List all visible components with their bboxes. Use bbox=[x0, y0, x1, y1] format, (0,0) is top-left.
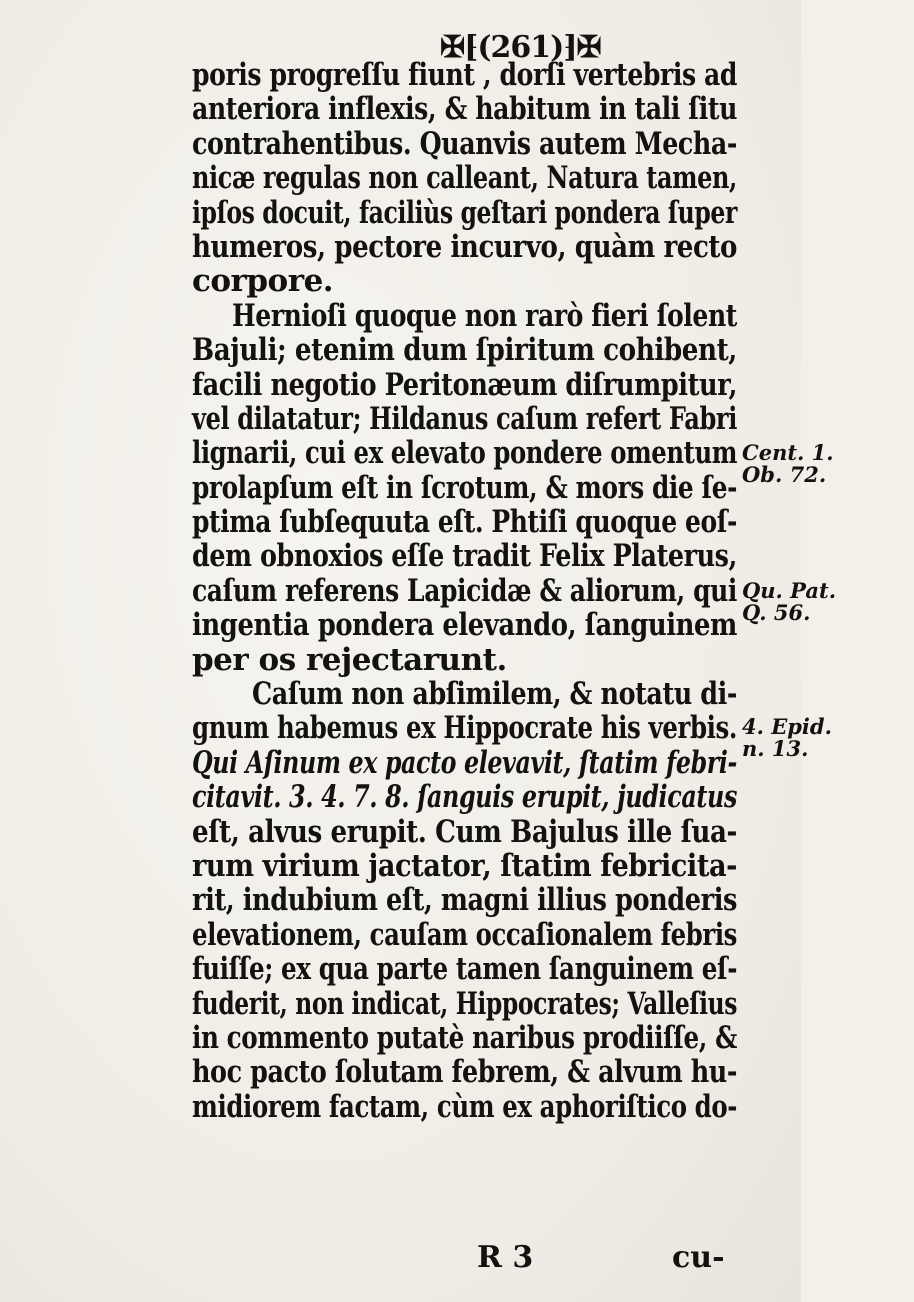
text-line: facili negotio Peritonæum diſrumpitur, bbox=[192, 366, 737, 403]
text-line: prolapſum eſt in ſcrotum, & mors die ſe- bbox=[192, 469, 737, 506]
text-line: Qui Aſinum ex pacto elevavit, ſtatim febri- bbox=[192, 744, 737, 781]
text-line: rum virium jactator, ſtatim febricita- bbox=[192, 847, 737, 884]
text-line: lignarii, cui ex elevato pondere omentum bbox=[192, 435, 737, 472]
margin-note bbox=[742, 442, 834, 486]
text-line: rit, indubium eſt, magni illius ponderis bbox=[192, 882, 737, 919]
text-line: hoc pacto ſolutam febrem, & alvum hu- bbox=[192, 1054, 737, 1091]
text-line: vel dilatatur; Hildanus caſum refert Fabri bbox=[192, 400, 737, 437]
margin-note-line: n. 13. bbox=[742, 736, 809, 761]
margin-note-line: Qu. Pat. bbox=[742, 578, 837, 603]
text-line: poris progreſſu fiunt , dorſi vertebris ad bbox=[192, 57, 737, 93]
text-line: ptima ſubſequuta eſt. Phtiſi quoque eoſ- bbox=[192, 504, 737, 541]
text-line: ipſos docuit, faciliùs geſtari pondera ſuper bbox=[192, 194, 737, 231]
text-line: per os rejectarunt. bbox=[192, 641, 507, 678]
text-line: nicæ regulas non calleant, Natura tamen, bbox=[192, 160, 737, 197]
text-line: fuderit, non indicat, Hippocrates; Valleſius bbox=[192, 985, 737, 1022]
text-line: elevationem, cauſam occaſionalem febris bbox=[192, 916, 737, 953]
text-line: ingentia pondera elevando, ſanguinem bbox=[192, 607, 737, 644]
text-line: Caſum non abſimilem, & notatu di- bbox=[252, 676, 737, 713]
text-line: midiorem factam, cùm ex aphoriſtico do- bbox=[192, 1088, 737, 1125]
main-text-block bbox=[192, 58, 737, 1124]
catchword: cu- bbox=[672, 1240, 725, 1275]
margin-note-line: Cent. 1. bbox=[742, 440, 834, 465]
text-line: caſum referens Lapicidæ & aliorum, qui bbox=[192, 572, 737, 609]
text-line: contrahentibus. Quanvis autem Mecha- bbox=[192, 125, 737, 162]
text-line: gnum habemus ex Hippocrate his verbis. bbox=[192, 710, 737, 747]
running-head: ✠⁅(261)⁆✠ bbox=[440, 30, 601, 65]
margin-note bbox=[742, 580, 836, 624]
text-line: dem obnoxios eſſe tradit Felix Platerus, bbox=[192, 538, 737, 575]
margin-note-line: Q. 56. bbox=[742, 600, 811, 625]
text-line: anteriora inflexis, & habitum in tali ſitu bbox=[192, 91, 737, 128]
signature-mark: R 3 bbox=[477, 1240, 534, 1275]
text-line: citavit. 3. 4. 7. 8. ſanguis erupit, judicatus bbox=[192, 779, 737, 816]
margin-note bbox=[742, 716, 832, 760]
text-line: humeros, pectore incurvo, quàm recto bbox=[192, 228, 737, 265]
text-line: eſt, alvus erupit. Cum Bajulus ille ſua- bbox=[192, 813, 737, 850]
text-line: in commento putatè naribus prodiiſſe, & bbox=[192, 1019, 737, 1056]
margin-note-line: 4. Epid. bbox=[742, 714, 832, 739]
text-line: Bajuli; etenim dum ſpiritum cohibent, bbox=[192, 332, 737, 369]
text-line: fuiſſe; ex qua parte tamen ſanguinem eſ- bbox=[192, 951, 737, 988]
text-line: corpore. bbox=[192, 263, 334, 300]
margin-note-line: Ob. 72. bbox=[742, 462, 827, 487]
text-line: Hernioſi quoque non rarò fieri ſolent bbox=[232, 297, 737, 334]
